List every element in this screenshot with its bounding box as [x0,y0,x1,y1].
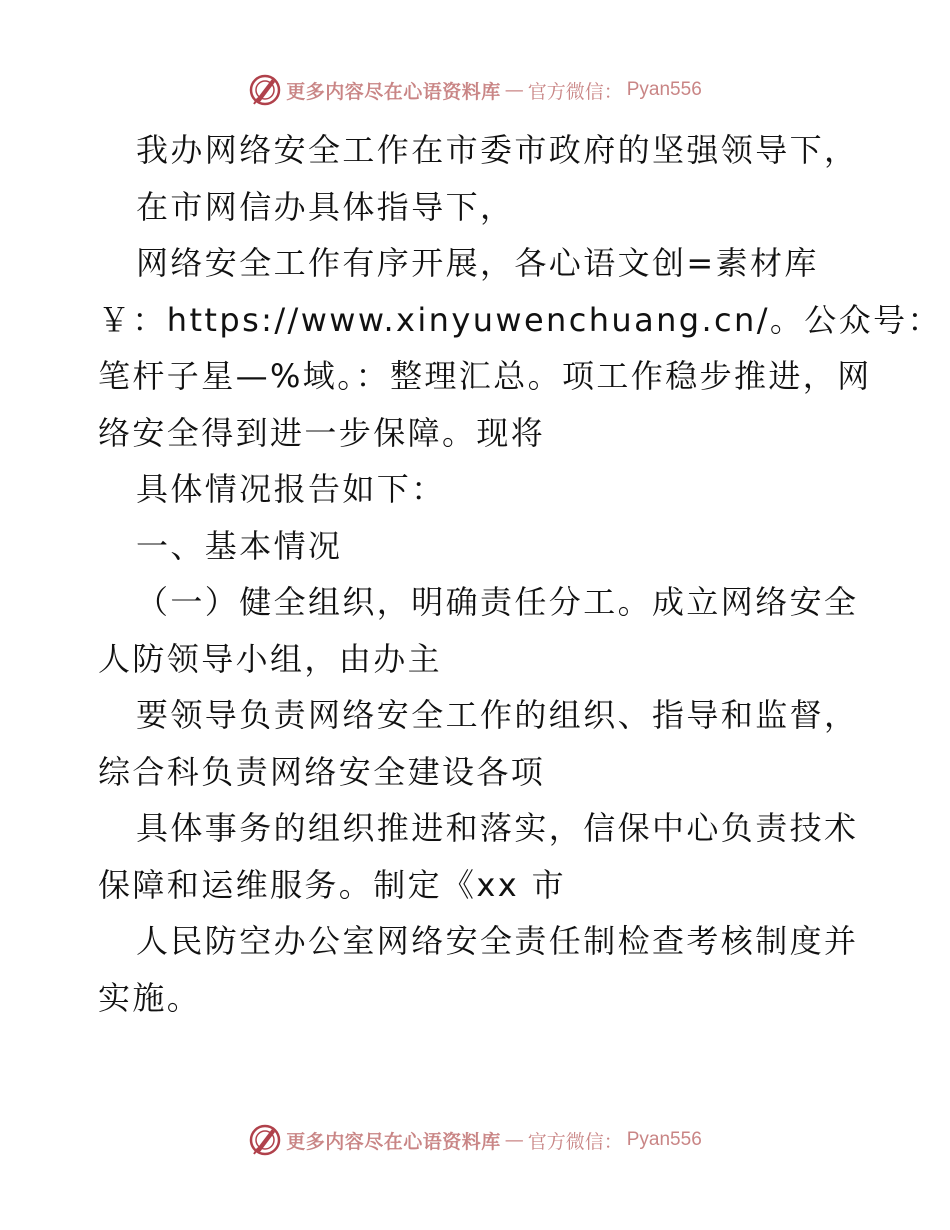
paragraph [98,913,858,1026]
banner-wechat-label: 官方微信： [527,1130,623,1153]
text-line: 实施。 [98,978,202,1017]
text-line: ￥：https://www.xinyuwenchuang.cn/。公众号： [98,300,942,339]
banner-dash: — [504,1129,524,1151]
footer-banner-inner [248,1123,702,1157]
banner-dash: — [504,79,524,101]
quill-logo-icon [248,73,282,107]
paragraph [98,574,858,687]
text-line: 具体事务的组织推进和落实，信保中心负责技术 [136,809,859,847]
quill-logo-icon [248,1123,282,1157]
banner-wechat-id: Pyan556 [626,79,702,100]
text-line: 笔杆子星—%域。：整理汇总。项工作稳步推进，网 [98,357,872,395]
footer-banner [0,1120,950,1160]
banner-wechat-label: 官方微信： [527,80,623,103]
text-line: 要领导负责网络安全工作的组织、指导和监督， [136,696,859,734]
paragraph [98,800,858,913]
text-line: 在市网信办具体指导下， [136,187,515,226]
paragraph [98,235,942,461]
banner-text: 更多内容尽在心语资料库 [286,80,501,103]
paragraph [98,122,858,235]
header-banner-inner [248,73,702,107]
text-line: 综合科负责网络安全建设各项 [98,752,546,791]
section-heading [98,518,858,575]
banner-wechat-id: Pyan556 [626,1129,702,1150]
text-line: 络安全得到进一步保障。现将 [98,413,546,452]
paragraph [98,461,858,518]
document-body [98,122,942,1026]
header-banner [0,70,950,110]
text-line: 我办网络安全工作在市委市政府的坚强领导下， [136,131,859,169]
text-line: （一）健全组织，明确责任分工。成立网络安全 [136,583,859,621]
text-line: 人防领导小组，由办主 [98,639,443,678]
text-line: 保障和运维服务。制定《xx 市 [98,865,567,904]
text-line: 具体情况报告如下： [136,470,446,508]
banner-text: 更多内容尽在心语资料库 [286,1130,501,1153]
paragraph [98,687,858,800]
text-line: 一、基本情况 [136,526,343,565]
text-line: 人民防空办公室网络安全责任制检查考核制度并 [136,922,859,960]
text-line: 网络安全工作有序开展，各心语文创=素材库 [136,244,819,282]
